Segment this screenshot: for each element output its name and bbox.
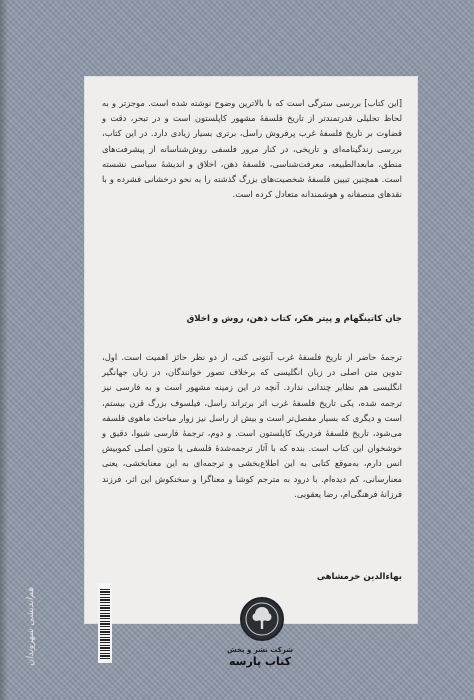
- blurb-paragraph-1: [این کتاب] بررسی سترگی است که با بالاترین وضوح نوشته شده است. موجزتر و به لحاظ تحلیلی قدرتمندتر از تاریخ فلسفهٔ مشهور کاپلستون است و در تبحر، دقت و قضاوت بر تاریخ فلسفهٔ غرب پرفروش راسل، برتری بسیار زیادی دارد. در این کتاب، بررسی زندگینامه‌ای و تاریخی، در کنار مرور فلسفی روش‌شناسانه از پیشرفت‌های منطق، مابعدالطبیعه، معرفت‌شناسی، فلسفهٔ ذهن، اخلاق و اندیشهٔ سیاسی نشسته است. همچنین تبیین فلسفهٔ شخصیت‌های بزرگ گذشته را به نحو درخشانی فشرده و با نقدهای منصفانه و هوشمندانه متعادل کرده است.: [102, 98, 402, 200]
- decorative-signature: هم‌اندیشی شهروندان: [26, 587, 36, 666]
- publisher-name: کتاب پارسه: [229, 655, 291, 668]
- blurb-panel: [84, 76, 418, 624]
- tree-emblem-icon: [240, 597, 284, 641]
- publisher-subtitle: شرکت نشر و پخش: [226, 646, 294, 654]
- barcode-icon: [98, 583, 112, 663]
- blurb-paragraph-2: ترجمهٔ حاضر از تاریخ فلسفهٔ غرب آنتونی کنی، از دو نظر حائز اهمیت است. اول، تدوین متن اصلی در زبان انگلیسی که برخلاف تصور خوانندگان، در زبان جهانگیر انگلیسی هم نظایر چندانی ندارد. آنچه در این زمینه مشهور است و به فارسی نیز ترجمه شده، یکی تاریخ فلسفهٔ غرب اثر برتراند راسل، فیلسوف بزرگ قرن بیستم، است و دیگری که بسیار مفصل‌تر است و بیش از راسل نیز زوار مباحث ماهوی فلسفه می‌شود، تاریخ فلسفهٔ فردریک کاپلستون است. و دوم، ترجمهٔ فارسی شیوا، دقیق و خوشخوان این کتاب است. بنده که با آثار ترجمه‌شدهٔ فلسفی یا متون اصلی کموبیش انس دارم، به‌موقع کتابی به این اطلاع‌بخشی و ترجمه‌ای به این معنابخشی، یعنی معنارسانی، کم دیده‌ام. با درود به مترجم کوشا و معناگرا و سخنکوش این اثر، فرزند فرزانهٔ فرهنگی‌ام، رضا یعقوبی.: [102, 352, 402, 499]
- blurb-signature-1: جان کاتینگهام و پیتر هکر، کتاب ذهن، روش و اخلاق: [186, 314, 402, 324]
- spine-edge: [0, 0, 8, 700]
- publisher-label: [208, 646, 312, 668]
- blurb-signature-2: بهاءالدین خرمشاهی: [316, 572, 402, 582]
